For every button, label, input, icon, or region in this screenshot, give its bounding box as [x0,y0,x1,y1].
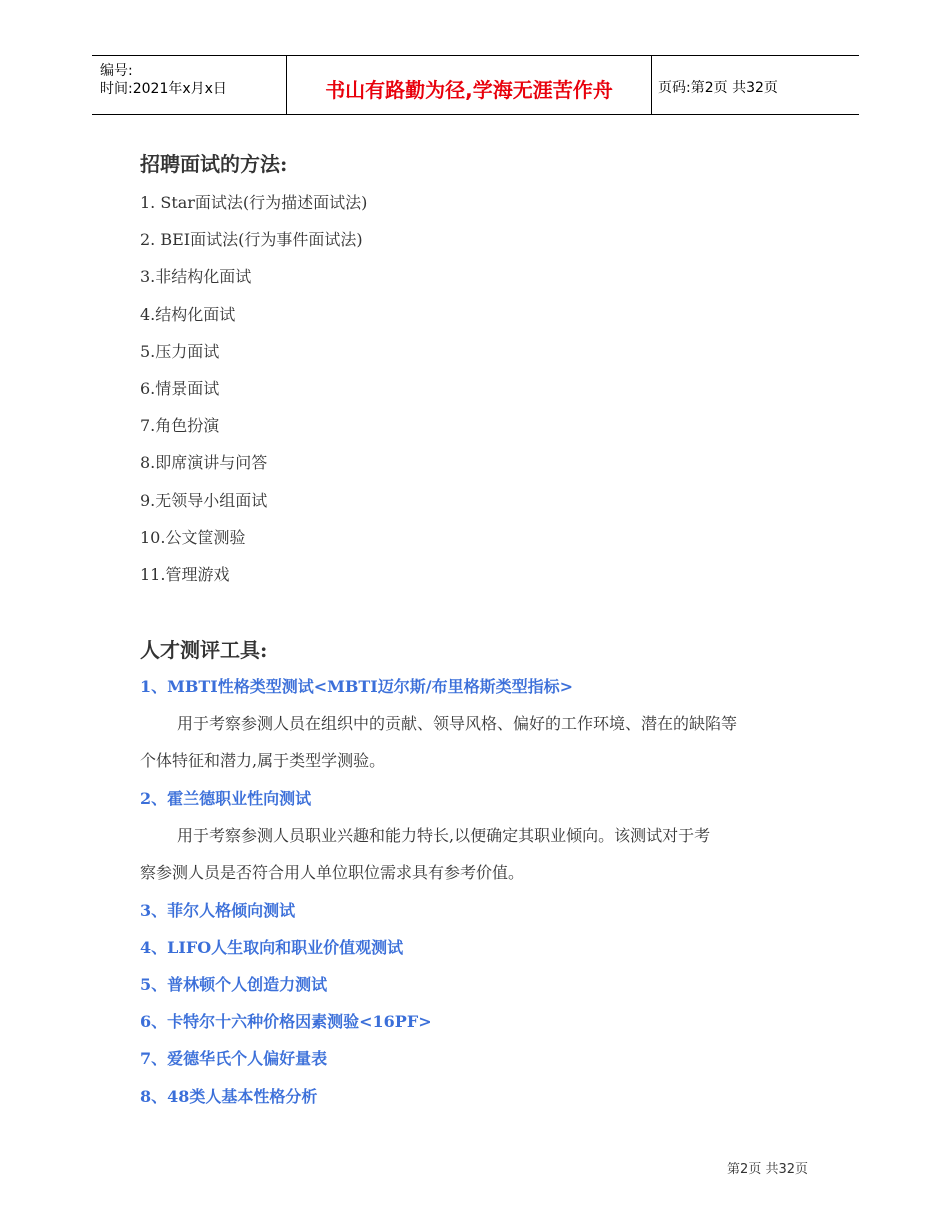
method-item: 2. BEI面试法(行为事件面试法) [140,230,363,249]
tools-section-title: 人才测评工具: [140,638,268,662]
tool-description-line: 用于考察参测人员在组织中的贡献、领导风格、偏好的工作环境、潜在的缺陷等 [177,714,738,733]
method-item: 9.无领导小组面试 [140,491,268,510]
header-motto-cell [286,56,652,114]
method-item: 1. Star面试法(行为描述面试法) [140,193,368,212]
tool-description-line: 个体特征和潜力,属于类型学测验。 [140,751,386,770]
motto-text: 书山有路勤为径,学海无涯苦作舟 [325,78,613,102]
tool-title: 4、LIFO人生取向和职业价值观测试 [140,938,404,957]
methods-section-title: 招聘面试的方法: [140,152,288,176]
tool-title: 6、卡特尔十六种价格因素测验<16PF> [140,1012,432,1031]
page-footer: 第2页 共32页 [727,1162,808,1177]
number-label: 编号: [100,63,133,79]
method-item: 6.情景面试 [140,379,220,398]
tool-title: 8、48类人基本性格分析 [140,1087,318,1106]
time-label: 时间:2021年x月x日 [100,81,227,97]
page-code: 页码:第2页 共32页 [658,80,778,96]
method-item: 10.公文筐测验 [140,528,246,547]
method-item: 3.非结构化面试 [140,267,252,286]
tool-title: 2、霍兰德职业性向测试 [140,789,312,808]
method-item: 11.管理游戏 [140,565,230,584]
method-item: 5.压力面试 [140,342,220,361]
tool-title: 7、爱德华氏个人偏好量表 [140,1049,328,1068]
method-item: 7.角色扮演 [140,416,220,435]
tool-title: 5、普林顿个人创造力测试 [140,975,328,994]
tool-description-line: 察参测人员是否符合用人单位职位需求具有参考价值。 [140,863,525,882]
header-page-cell [650,56,859,114]
tool-description-line: 用于考察参测人员职业兴趣和能力特长,以便确定其职业倾向。该测试对于考 [177,826,711,845]
header-info-cell [92,56,286,114]
tool-title: 1、MBTI性格类型测试<MBTI迈尔斯/布里格斯类型指标> [140,677,574,696]
method-item: 8.即席演讲与问答 [140,453,268,472]
tool-title: 3、菲尔人格倾向测试 [140,901,296,920]
method-item: 4.结构化面试 [140,305,236,324]
document-header [92,55,859,115]
